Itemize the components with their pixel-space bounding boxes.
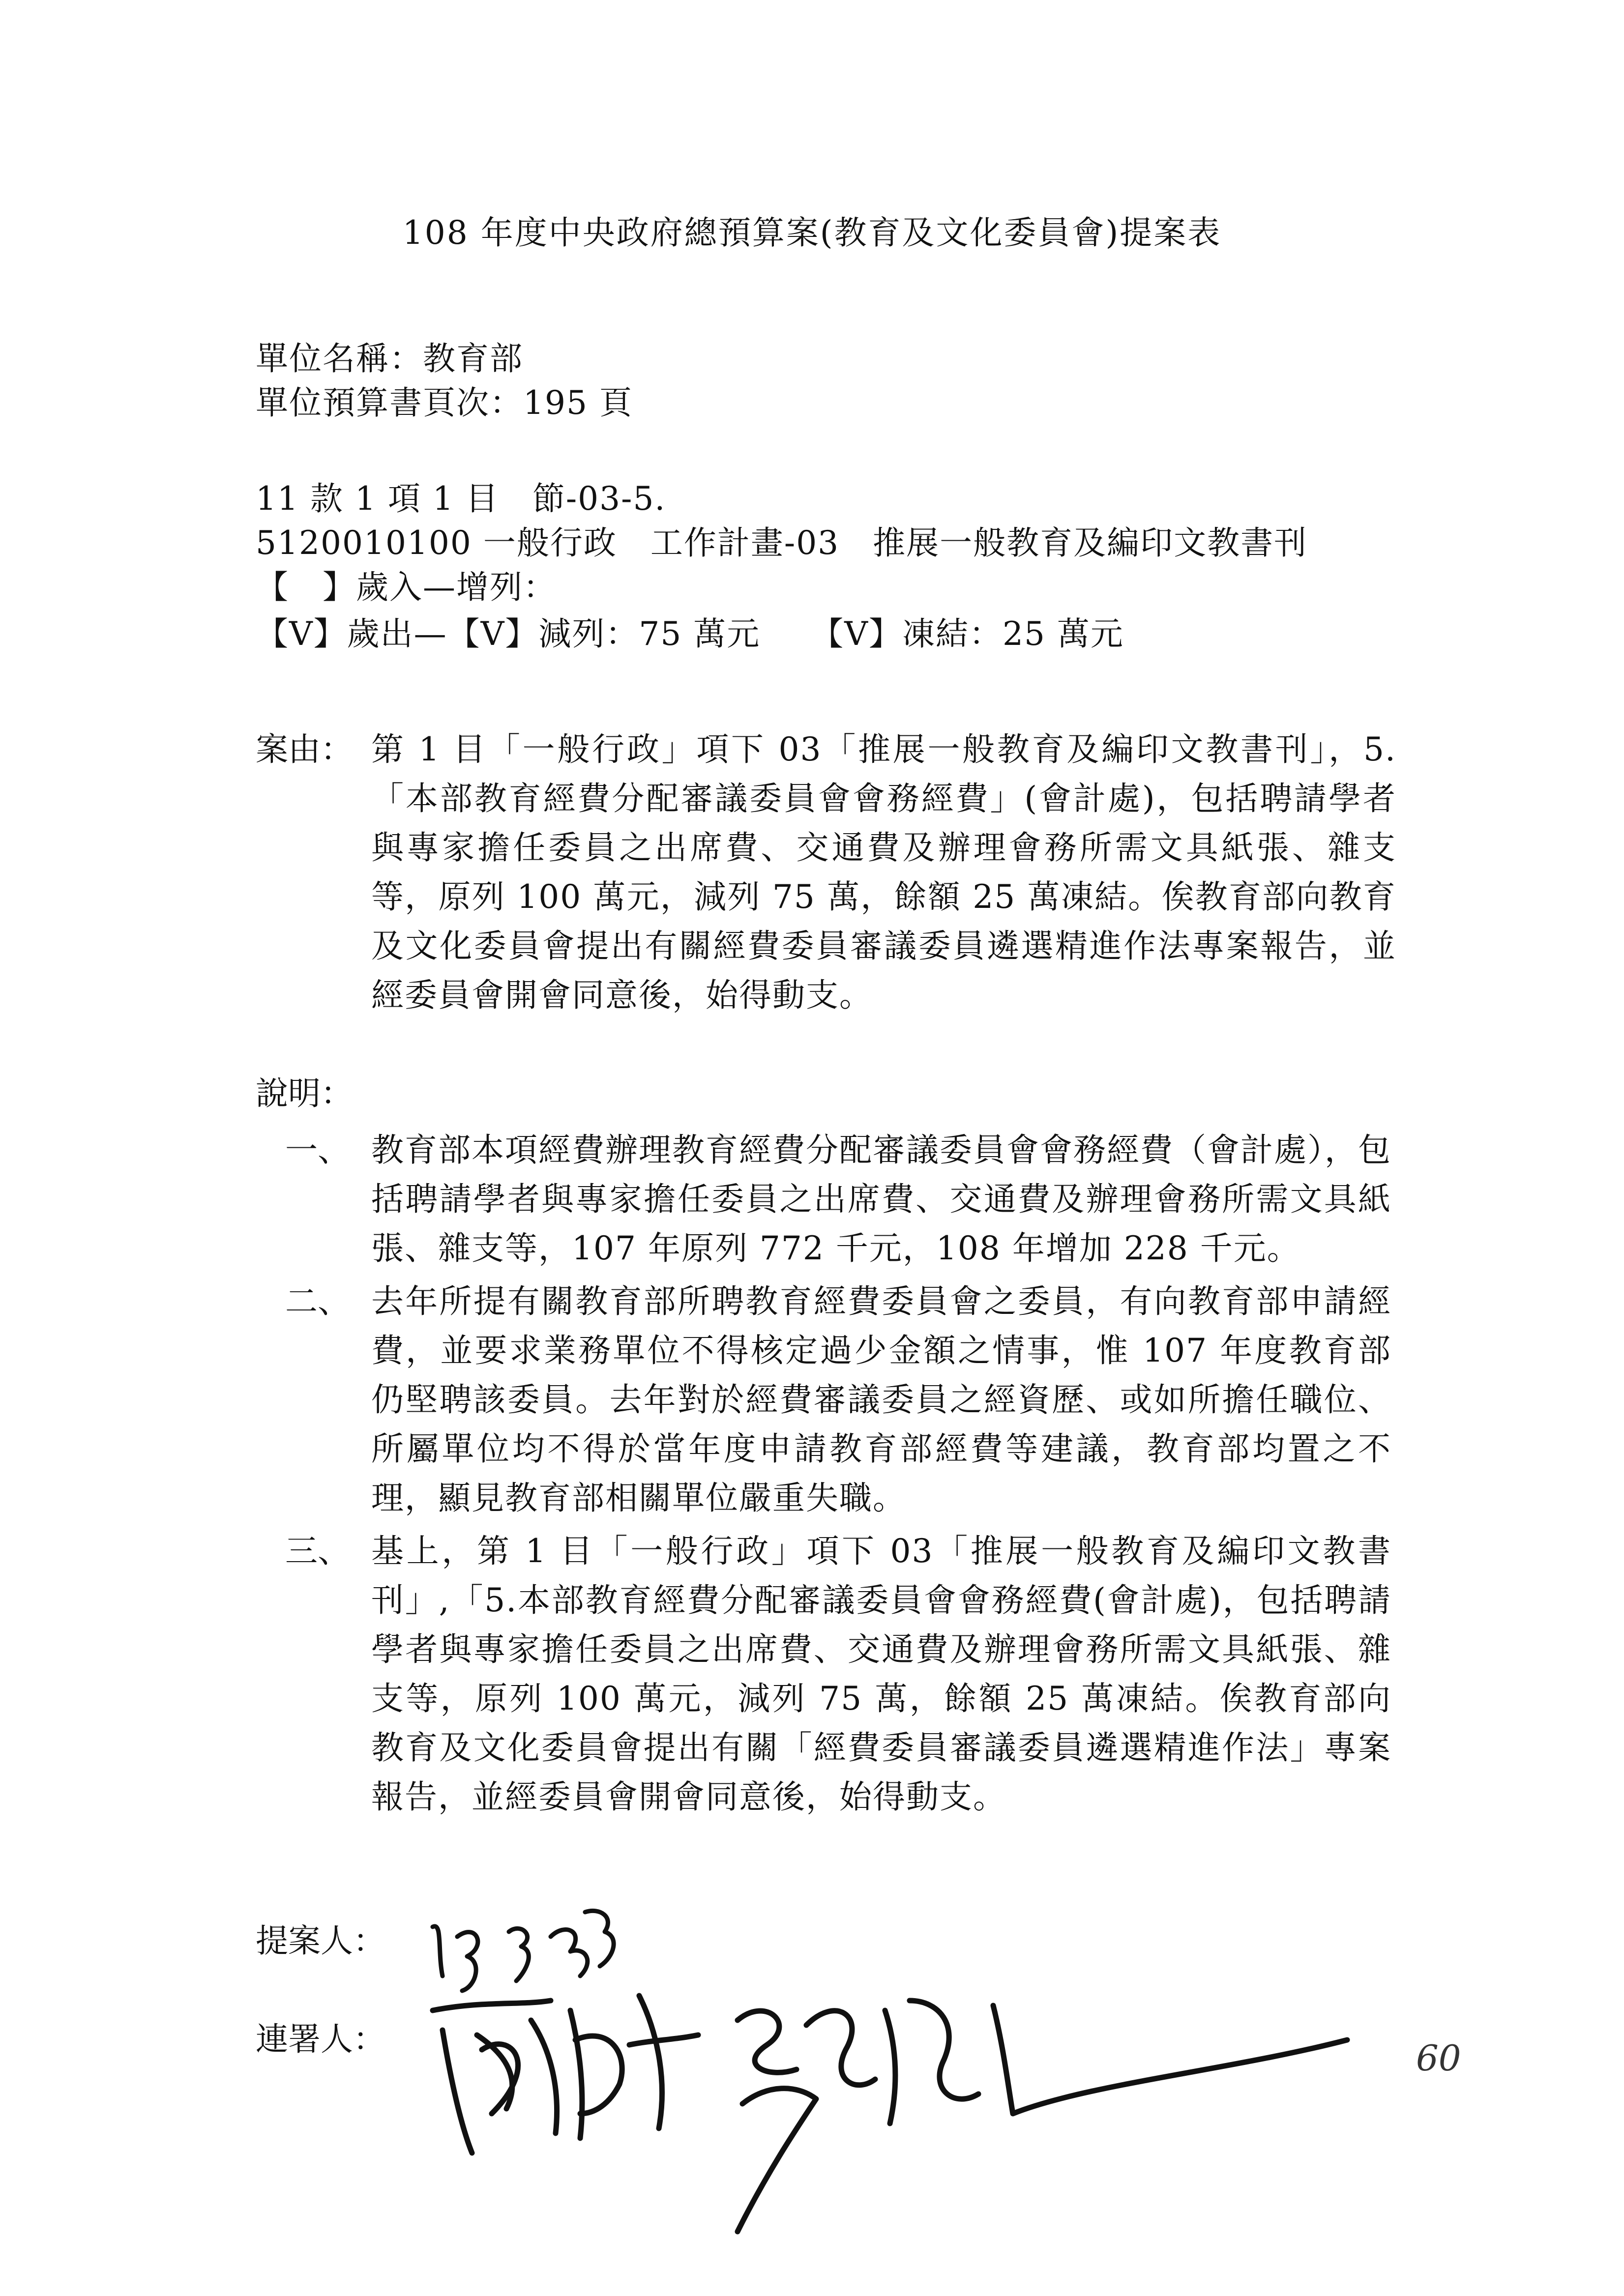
explanation-text: 教育部本項經費辦理教育經費分配審議委員會會務經費（會計處），包括聘請學者與專家擔任委員之出席費、交通費及辦理會務所需文具紙張、雜支等，107 年原列 772 千元，108 年增加 228 千元。 bbox=[371, 1131, 1391, 1267]
reason-text: 第 1 目「一般行政」項下 03「推展一般教育及編印文教書刊」，5.「本部教育經費分配審議委員會會務經費」(會計處)，包括聘請學者與專家擔任委員之出席費、交通費及辦理會務所需文具紙張、雜支等，原列 100 萬元，減列 75 萬，餘額 25 萬凍結。俟教育部向教育及文化委員會提出有關經費委員審議委員遴選精進作法專案報告，並經委員會開會同意後，始得動支。 bbox=[371, 730, 1396, 1014]
explanation-number: 一、 bbox=[285, 1131, 350, 1169]
reason-label: 案由： bbox=[256, 730, 353, 768]
expenditure-line: 【V】歲出—【V】減列：75 萬元 【V】凍結：25 萬元 bbox=[256, 615, 1124, 653]
revenue-line: 【 】歲入—增列： bbox=[256, 568, 557, 606]
cosigner-label: 連署人： bbox=[256, 2020, 385, 2058]
page-title: 108 年度中央政府總預算案(教育及文化委員會)提案表 bbox=[402, 214, 1222, 252]
page-number: 60 bbox=[1416, 2037, 1461, 2079]
unit-budget-pages: 單位預算書頁次：195 頁 bbox=[256, 384, 633, 422]
explanation-number: 二、 bbox=[285, 1282, 350, 1320]
explanation-list bbox=[285, 1126, 1391, 1826]
program-line: 5120010100 一般行政 工作計畫-03 推展一般教育及編印文教書刊 bbox=[256, 524, 1308, 562]
explanation-item bbox=[285, 1277, 1391, 1523]
explanation-item bbox=[285, 1527, 1391, 1822]
item-code: 11 款 1 項 1 目 節-03-5. bbox=[256, 480, 666, 518]
cosigner-signatures bbox=[423, 1966, 1382, 2261]
explanation-number: 三、 bbox=[285, 1532, 350, 1570]
reason-section bbox=[256, 725, 1396, 1020]
explanation-text: 去年所提有關教育部所聘教育經費委員會之委員，有向教育部申請經費，並要求業務單位不得核定過少金額之情事，惟 107 年度教育部仍堅聘該委員。去年對於經費審議委員之經資歷、或如所擔任職位、所屬單位均不得於當年度申請教育部經費等建議，教育部均置之不理，顯見教育部相關單位嚴重失職。 bbox=[371, 1282, 1391, 1517]
proposer-label: 提案人： bbox=[256, 1922, 385, 1960]
explanation-text: 基上，第 1 目「一般行政」項下 03「推展一般教育及編印文教書刊」,「5.本部教育經費分配審議委員會會務經費(會計處)，包括聘請學者與專家擔任委員之出席費、交通費及辦理會務所需文具紙張、雜支等，原列 100 萬元，減列 75 萬，餘額 25 萬凍結。俟教育部向教育及文化委員會提出有關「經費委員審議委員遴選精進作法」專案報告，並經委員會開會同意後，始得動支。 bbox=[371, 1532, 1391, 1816]
explanation-item bbox=[285, 1126, 1391, 1273]
unit-name: 單位名稱：教育部 bbox=[256, 340, 523, 378]
explanation-label: 說明： bbox=[256, 1075, 353, 1112]
